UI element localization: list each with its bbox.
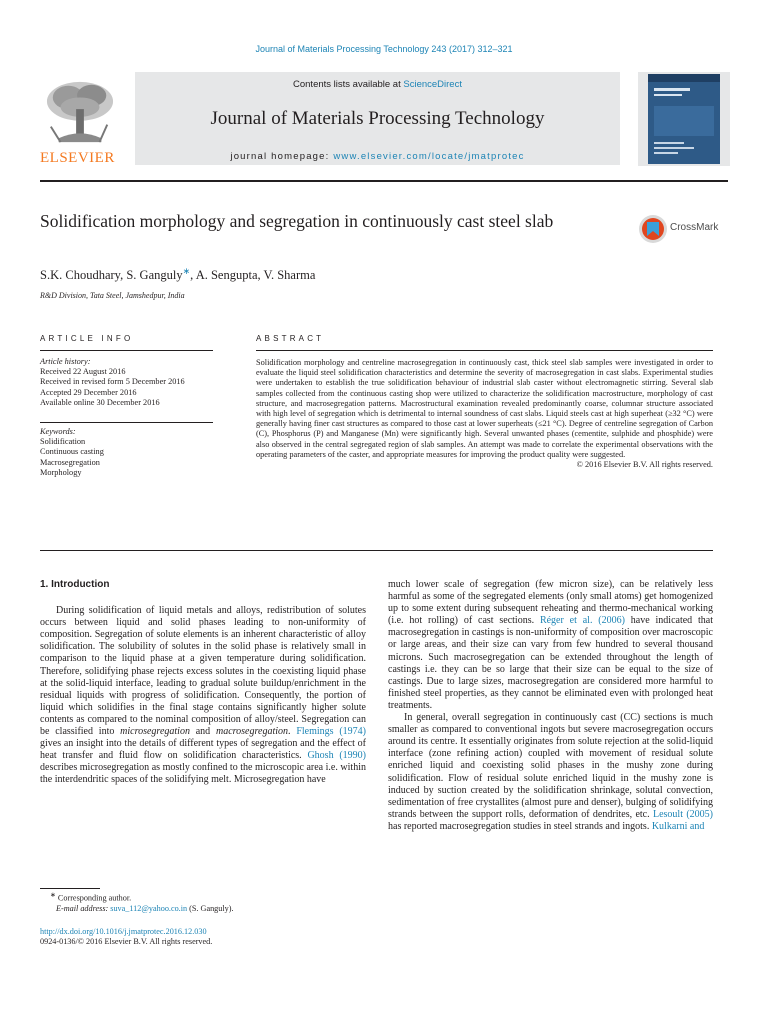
history-label: Article history: [40, 357, 91, 366]
journal-cover-icon[interactable] [638, 72, 730, 166]
corresponding-author-mark[interactable]: ∗ [182, 266, 191, 276]
crossmark-label: CrossMark [670, 222, 719, 233]
reference-link[interactable]: Flemings (1974) [296, 726, 366, 738]
abstract-copyright: © 2016 Elsevier B.V. All rights reserved. [576, 460, 713, 470]
corresponding-note: ∗ Corresponding author. [50, 891, 132, 903]
keywords-block [40, 427, 213, 478]
keyword: Macrosegregation [40, 457, 100, 467]
elsevier-tree-logo-icon[interactable] [38, 78, 122, 148]
crossmark-badge[interactable] [638, 212, 722, 246]
history-online: Available online 30 December 2016 [40, 397, 160, 407]
abstract-rule [256, 350, 713, 351]
reference-link[interactable]: Ghosh (1990) [307, 750, 366, 762]
doi-link[interactable]: http://dx.doi.org/10.1016/j.jmatprotec.2016.12.030 [40, 927, 207, 936]
footnote-rule [40, 888, 100, 889]
keyword: Continuous casting [40, 447, 104, 457]
reference-link[interactable]: Réger et al. (2006) [539, 615, 625, 627]
doi-block [40, 927, 212, 948]
homepage-link[interactable]: www.elsevier.com/locate/jmatprotec [333, 151, 525, 162]
body-column-right [388, 579, 713, 833]
article-info-heading: ARTICLE INFO [40, 334, 134, 343]
email-link[interactable]: suva_112@yahoo.co.in [110, 904, 188, 914]
issn-line: 0924-0136/© 2016 Elsevier B.V. All rights reserved. [40, 937, 213, 947]
affiliation: R&D Division, Tata Steel, Jamshedpur, India [40, 291, 185, 300]
keywords-rule [40, 422, 213, 423]
history-accepted: Accepted 29 December 2016 [40, 387, 137, 397]
paragraph: In general, overall segregation in continuously cast (CC) sections is much smaller as compared to conventional ingots but severe macrosegregation occurs around its centre. It essentially originates from solute rejection at the solid-liquid interface (zone refining action) coupled with movement of residual solute enriched liquid and coexisting solid phases in the mushy zone during solidification. Flow of residual solute enriched liquid in the mushy zone is induced by suction created by the solidification shrinkage, solutal convection, sedimentation of free crystallites (almost pure and denser), bulging of solidifying strands between the support rolls, deformation of dendrites, etc. Lesoult (2005) has reported macrosegregation studies in steel strands and ingots. Kulkarni and [388, 712, 714, 832]
paragraph: During solidification of liquid metals and alloys, redistribution of solutes occurs between liquid and solid phases leading to non-uniformity of composition. Segregation of solute elements is an inherent characteristic of alloy solidification. The solubility of solutes in the solid phase is relatively small in comparison to the liquid phase at a given temperature during solidification. Therefore, solidifying phase rejects excess solutes in the coexisting liquid phase at the solid-liquid interface, leading to gradual solute buildup/enrichment in the residual liquids with progress of solidification. Consequently, the portion of liquid which solidifies in the final stage contains significantly higher solute contents as compared to the nominal composition of alloy/steel. Segregation can be classified into microsegregation and macrosegregation. Flemings (1974) gives an insight into the details of different types of segregation and the effect of heat transfer and fluid flow on solidification characteristics. Ghosh (1990) describes microsegregation as mostly confined to the microscopic area i.e. within the interdendritic spaces of the solidifying melt. Microsegregation have [40, 605, 366, 786]
article-history [40, 357, 213, 408]
keyword: Morphology [40, 467, 82, 477]
article-info-rule [40, 350, 213, 351]
paragraph: much lower scale of segregation (few micron size), can be relatively less harmful as some of the segregated elements (only small atoms) get homogenized up to some extent during subsequent reheating and thermo-mechanical working (i.e. hot rolling) of cast sections. Réger et al. (2006) have indicated that macrosegregation in castings is non-uniformity of composition over macroscopic or large areas, and their size can vary from few hundred to several thousand microns. Such macrosegregation can be extended throughout the length of castings i.e. they can be so large that their size can be equal to the size of castings. Due to large sizes, macrosegregation are considered more harmful to finished steel properties, as they cannot be eliminated even with prolonged heat treatments. [388, 579, 713, 711]
reference-link[interactable]: Lesoult (2005) [652, 808, 714, 820]
journal-homepage: journal homepage: www.elsevier.com/locate/jmatprotec [230, 151, 525, 162]
abstract-heading: ABSTRACT [256, 334, 325, 343]
elsevier-wordmark: ELSEVIER [40, 150, 115, 166]
history-received: Received 22 August 2016 [40, 367, 126, 377]
sciencedirect-link[interactable]: ScienceDirect [403, 79, 462, 90]
keyword: Solidification [40, 437, 86, 447]
reference-link[interactable]: Kulkarni and [651, 820, 705, 832]
header-rule [40, 180, 728, 182]
article-title: Solidification morphology and segregation in continuously cast steel slab [40, 211, 554, 231]
body-column-left [40, 579, 366, 787]
history-revised: Received in revised form 5 December 2016 [40, 377, 185, 387]
email-note: E-mail address: suva_112@yahoo.co.in (S. Ganguly). [56, 904, 234, 914]
crossmark-icon [638, 214, 668, 244]
journal-citation[interactable]: Journal of Materials Processing Technology 243 (2017) 312–321 [255, 44, 513, 54]
keywords-label: Keywords: [40, 427, 76, 436]
frontmatter-rule [40, 550, 713, 551]
contents-line: Contents lists available at ScienceDirect [293, 79, 462, 90]
author-list: S.K. Choudhary, S. Ganguly∗, A. Sengupta, V. Sharma [40, 266, 316, 283]
abstract-body [256, 358, 713, 470]
journal-title: Journal of Materials Processing Technology [210, 108, 545, 129]
abstract-text: Solidification morphology and centreline macrosegregation in continuously cast, thick steel slab samples were investigated in order to evaluate the liquid steel solidification characteristics and determine the severity of macrosegregation in cast slabs. Experimental studies were undertaken to establish the true solidification behaviour of industrial slab caster without electromagnetic stirring. Several slab samples collected from the continuous casting shop were utilized to characterize the solidification macrostructure, morphology of cast structure, and macrosegregation patterns. Macrostructural examination revealed predominantly coarse, columnar structure associated with high level of segregation which is detrimental to internal soundness of cast slabs. Liquid steels cast at high superheat (≥32 °C) were generally having finer cast structures as compared to those cast at lower superheats (≤21 °C). Degree of centreline segregation of Carbon (C), Phosphorus (P) and Manganese (Mn) were significantly high. Several unwanted phases (cementite, sulphide and phosphide) were also observed in the central segregated region of slab samples. An attempt was made to correlate the experimental observations with the operating parameters of the caster, and appropriate measures for improving the product quality were suggested. [256, 358, 713, 459]
footnote [40, 890, 380, 914]
section-heading-introduction: 1. Introduction [40, 579, 110, 590]
